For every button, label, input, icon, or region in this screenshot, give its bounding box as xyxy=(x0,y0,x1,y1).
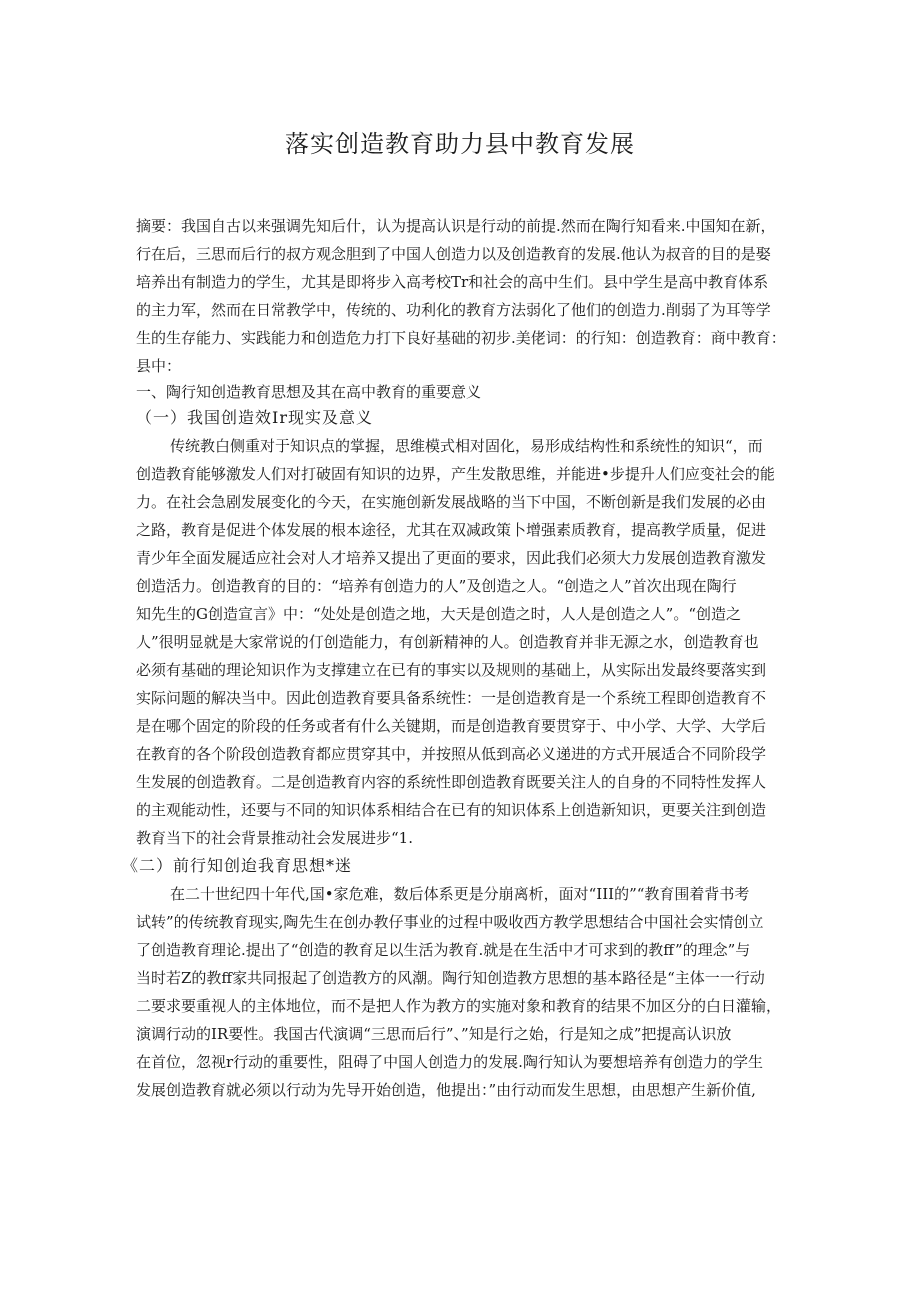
paragraph-line: 人”很明显就是大家常说的仃创造能力，有创新精神的人。创造教育并非无源之水，创造教育也 xyxy=(136,633,759,651)
paragraph-line: 之路，教育是促进个体发展的根本途径，尤其在双减政策卜增强素质教育，提高教学质量，促进 xyxy=(136,521,767,539)
abstract-line: 培养出有制造力的学生，尤其是即将步入高考校Tr和社会的高中生们。县中学生是高中教育体系 xyxy=(136,273,769,291)
paragraph-line: 生发展的创造教育。二是创造教育内容的系统性即创造教育既要关注人的自身的不同特性发挥人 xyxy=(136,773,767,791)
paragraph-line: 了创造教育理论.提出了“创造的教育足以生活为教育.就是在生活中才可求到的教ff”的理念”与 xyxy=(136,941,751,959)
subsection-heading: （一）我国创造效Ir现实及意义 xyxy=(136,408,373,427)
abstract-line: 行在后，三思而后行的叔方观念胆到了中国人创造力以及创造教育的发展.他认为叔音的目的是娶 xyxy=(136,245,771,263)
paragraph-line: 传统教白侧重对于知识点的掌握，思维模式相对固化，易形成结构性和系统性的知识“，而 xyxy=(170,437,763,455)
paragraph-line: 青少年全面发屣适应社会对人才培养又提出了更面的要求，因此我们必须大力发展创造教育激发 xyxy=(136,549,767,567)
paragraph-line: 教育当下的社会背景推动社会发展进步“1. xyxy=(136,829,413,847)
paragraph-line: 是在哪个固定的阶段的任务或者有什么关键期，而是创造教育要贯穿于、中小学、大学、大学后 xyxy=(136,717,767,735)
paragraph-line: 演调行动的IR要性。我国古代演调“三思而后行”、”知是行之始，行是知之成”把提高认识放 xyxy=(136,1025,732,1043)
abstract-line: 县中： xyxy=(136,357,182,375)
paragraph-line: 当时若Z的教ff家共同报起了创造教方的风潮。陶行知创造教方思想的基本路径是“主体一一行动 xyxy=(136,969,765,987)
abstract-line: 生的生存能力、实践能力和创造危力打下良好基础的初步.美佬词：的行知：创造教育：商中教育： xyxy=(136,329,786,347)
abstract-line: 摘要：我国自古以来强调先知后什，认为提高认识是行动的前提.然而在陶行知看来.中国知在新， xyxy=(136,217,776,235)
paragraph-line: 力。在社会急剧发展变化的今天，在实施创新发展战略的当下中国，不断创新是我们发展的必由 xyxy=(136,493,767,511)
paragraph-line: 知先生的G创造宣言》中：“处处是创造之地，大天是创造之时，人人是创造之人”。“创造之 xyxy=(136,605,741,623)
paragraph-line: 的主观能动性，还要与不同的知识体系相结合在已有的知识体系上创造新知识，更要关注到创造 xyxy=(136,801,767,819)
subsection-heading: 《二）前行知创迨我育思想*迷 xyxy=(122,856,353,875)
section-heading: 一、陶行知创造教育思想及其在高中教育的重要意义 xyxy=(136,383,482,401)
paragraph-line: 创造活力。创造教育的目的：“培养有创造力的人”及创造之人。“创造之人”首次出现在陶行 xyxy=(136,577,737,595)
paragraph-line: 创造教育能够激发人们对打破固有知识的边界，产生发散思维，并能进•步提升人们应变社会的能 xyxy=(136,465,775,483)
paragraph-line: 在教育的各个阶段创造教育都应贯穿其中，并按照从低到高必义递进的方式开展适合不同阶段学 xyxy=(136,745,767,763)
paragraph-line: 在首位，忽视r行动的重要性，阻碍了中国人创造力的发展.陶行知认为要想培养有创造力的学生 xyxy=(136,1053,763,1071)
abstract-line: 的主力军，然而在日常教学中，传统的、功利化的教育方法弱化了他们的创造力.削弱了为耳等学 xyxy=(136,301,771,319)
paragraph-line: 试转”的传统教育现实,陶先生在创办教仔事业的过程中吸收西方教学思想结合中国社会实情创立 xyxy=(136,913,764,931)
document-title: 落实创造教育助力县中教育发展 xyxy=(285,130,635,158)
paragraph-line: 必须有基础的理论知识作为支撑建立在已有的事实以及规则的基础上，从实际出发最终要落实到 xyxy=(136,661,767,679)
paragraph-line: 发展创造教育就必须以行动为先导开始创造，他提出：”由行动而发生思想，由思想产生新价值, xyxy=(136,1081,756,1099)
paragraph-line: 实际问题的解决当中。因此创造教育要具备系统性：一是创造教育是一个系统工程即创造教育不 xyxy=(136,689,767,707)
paragraph-line: 在二十世纪四十年代,国•家危难，数后体系更是分崩离析，面对“III的”“教育围着背书考 xyxy=(170,885,750,903)
paragraph-line: 二要求要重视人的主体地位，而不是把人作为教方的实施对象和教育的结果不加区分的白日灌输， xyxy=(136,997,782,1015)
